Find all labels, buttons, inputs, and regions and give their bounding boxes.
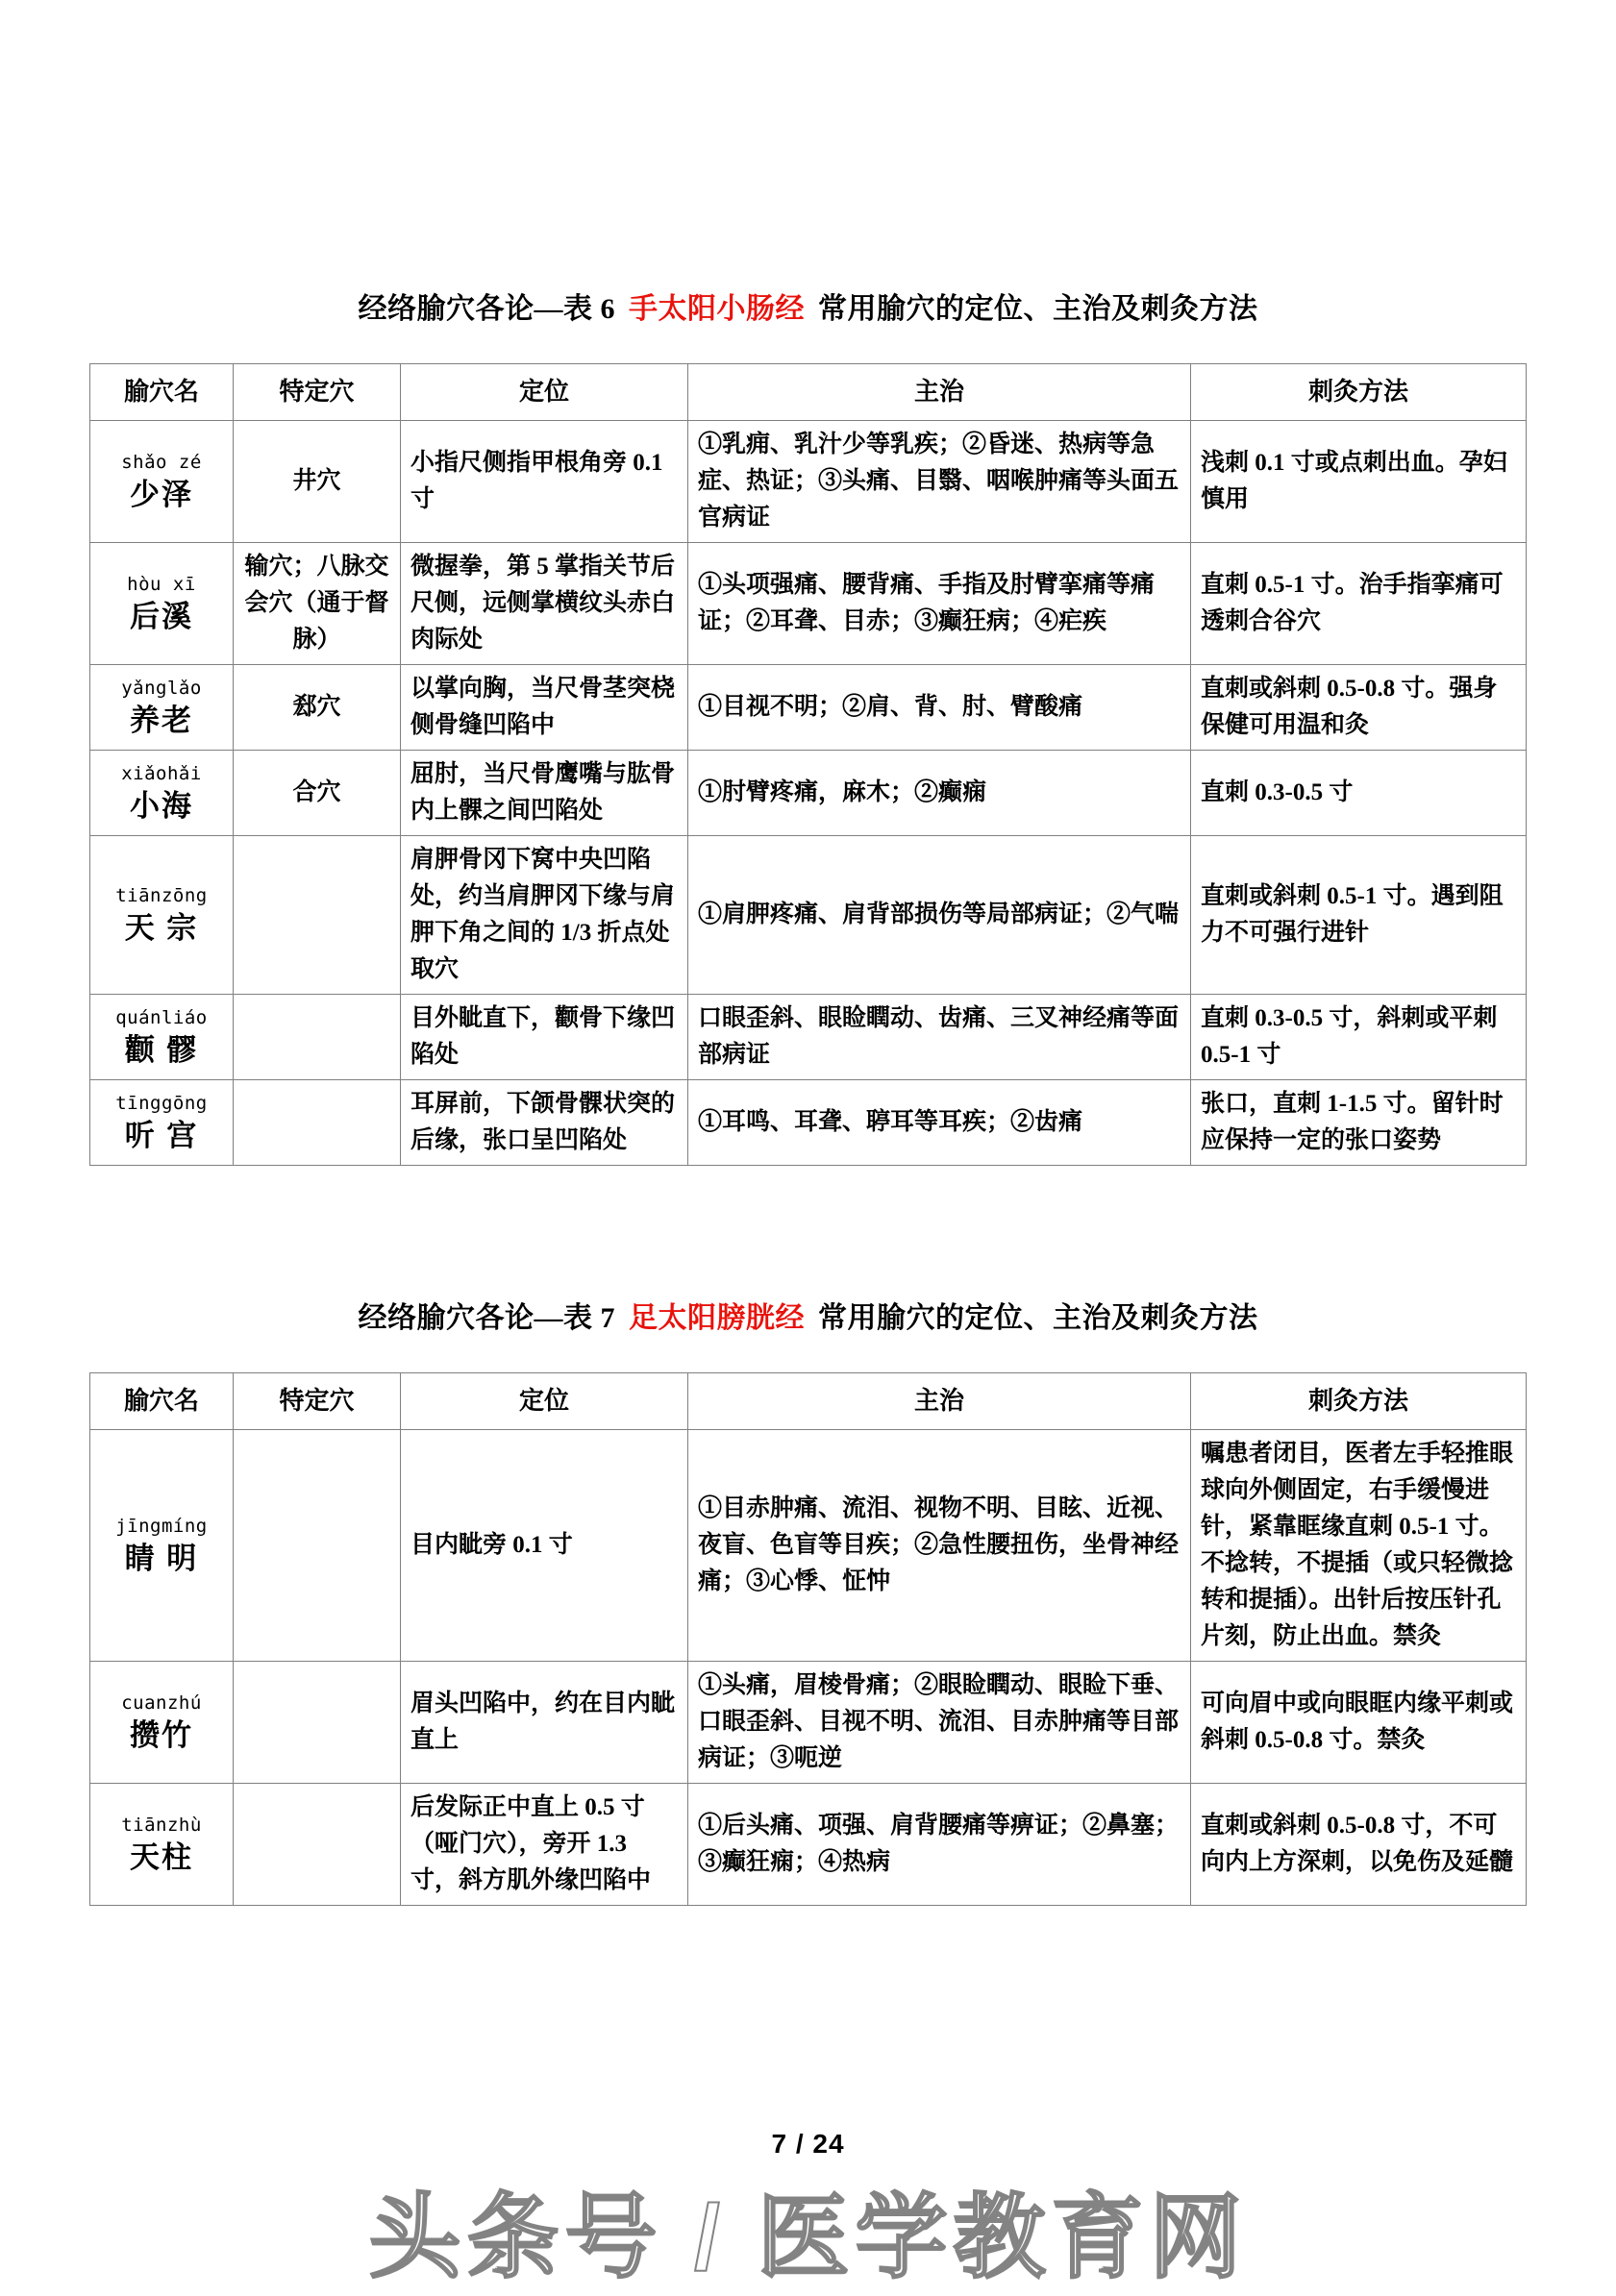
needling-cell: 张口，直刺 1-1.5 寸。留针时应保持一定的张口姿势	[1191, 1080, 1527, 1166]
acupoint-pinyin: cuanzhú	[121, 1691, 202, 1714]
needling-cell: 直刺 0.5-1 寸。治手指挛痛可透刺合谷穴	[1191, 543, 1527, 665]
indications-cell: 口眼歪斜、眼睑瞤动、齿痛、三叉神经痛等面部病证	[688, 995, 1191, 1080]
indications-cell: ①目视不明；②肩、背、肘、臂酸痛	[688, 665, 1191, 751]
needling-cell: 浅刺 0.1 寸或点刺出血。孕妇慎用	[1191, 421, 1527, 543]
needling-cell: 直刺或斜刺 0.5-1 寸。遇到阻力不可强行进针	[1191, 836, 1527, 995]
acupoint-pinyin: yǎnglǎo	[121, 677, 202, 699]
acupoint-pinyin: shǎo zé	[121, 451, 202, 473]
page-number: 7 / 24	[771, 2129, 845, 2159]
acupoint-name-cell	[90, 1080, 234, 1166]
table-row	[90, 421, 1527, 543]
acupoint-hanzi: 小海	[130, 788, 193, 823]
specific-point-cell	[234, 836, 401, 995]
acupoint-hanzi: 天 宗	[124, 910, 199, 945]
table-row	[90, 1080, 1527, 1166]
table-header-row	[90, 364, 1527, 421]
acupoint-hanzi: 后溪	[130, 599, 193, 633]
needling-cell: 嘱患者闭目，医者左手轻推眼球向外侧固定，右手缓慢进针，紧靠眶缘直刺 0.5-1 寸。不捻转，不提插（或只轻微捻转和提插）。出针后按压针孔片刻，防止出血。禁灸	[1191, 1430, 1527, 1662]
location-cell: 目内眦旁 0.1 寸	[401, 1430, 688, 1662]
specific-point-cell	[234, 995, 401, 1080]
indications-cell: ①肩胛疼痛、肩背部损伤等局部病证；②气喘	[688, 836, 1191, 995]
table-row	[90, 1784, 1527, 1906]
table-header-row	[90, 1373, 1527, 1430]
table-2-title-suffix: 常用腧穴的定位、主治及刺灸方法	[818, 1302, 1258, 1334]
acupoint-pinyin: tīnggōng	[115, 1092, 208, 1114]
indications-cell: ①目赤肿痛、流泪、视物不明、目眩、近视、夜盲、色盲等目疾；②急性腰扭伤，坐骨神经痛；③心悸、怔忡	[688, 1430, 1191, 1662]
table-row	[90, 665, 1527, 751]
header-location: 定位	[401, 1373, 688, 1430]
acupoint-name-cell	[90, 543, 234, 665]
acupoint-hanzi: 天柱	[130, 1839, 193, 1874]
header-needling-method: 刺灸方法	[1191, 364, 1527, 421]
header-specific-point: 特定穴	[234, 364, 401, 421]
acupoint-name-cell	[90, 995, 234, 1080]
header-acupoint-name: 腧穴名	[90, 364, 234, 421]
acupoint-hanzi: 攒竹	[130, 1717, 193, 1752]
acupoint-name-cell	[90, 1430, 234, 1662]
specific-point-cell: 合穴	[234, 751, 401, 836]
acupoint-pinyin: xiǎohǎi	[121, 762, 202, 784]
indications-cell: ①乳痈、乳汁少等乳疾；②昏迷、热病等急症、热证；③头痛、目翳、咽喉肿痛等头面五官病证	[688, 421, 1191, 543]
acupoint-hanzi: 少泽	[130, 477, 193, 511]
header-needling-method: 刺灸方法	[1191, 1373, 1527, 1430]
header-indications: 主治	[688, 364, 1191, 421]
table-row	[90, 995, 1527, 1080]
header-acupoint-name: 腧穴名	[90, 1373, 234, 1430]
specific-point-cell	[234, 1080, 401, 1166]
table-row	[90, 751, 1527, 836]
location-cell: 肩胛骨冈下窝中央凹陷处，约当肩胛冈下缘与肩胛下角之间的 1/3 折点处取穴	[401, 836, 688, 995]
acupoint-name-cell	[90, 1662, 234, 1784]
header-specific-point: 特定穴	[234, 1373, 401, 1430]
indications-cell: ①肘臂疼痛，麻木；②癫痫	[688, 751, 1191, 836]
indications-cell: ①耳鸣、耳聋、聤耳等耳疾；②齿痛	[688, 1080, 1191, 1166]
specific-point-cell: 输穴；八脉交会穴（通于督脉）	[234, 543, 401, 665]
table-row	[90, 543, 1527, 665]
indications-cell: ①头项强痛、腰背痛、手指及肘臂挛痛等痛证；②耳聋、目赤；③癫狂病；④疟疾	[688, 543, 1191, 665]
acupoint-hanzi: 睛 明	[124, 1541, 199, 1575]
specific-point-cell	[234, 1662, 401, 1784]
acupoint-name-cell	[90, 421, 234, 543]
acupoint-pinyin: jīngmíng	[115, 1515, 208, 1537]
table-2-title-meridian: 足太阳膀胱经	[629, 1302, 805, 1334]
needling-cell: 可向眉中或向眼眶内缘平刺或斜刺 0.5-0.8 寸。禁灸	[1191, 1662, 1527, 1784]
acupoint-name-cell	[90, 836, 234, 995]
acupoint-name-cell	[90, 751, 234, 836]
acupoint-hanzi: 养老	[130, 703, 193, 737]
indications-cell: ①头痛，眉棱骨痛；②眼睑瞤动、眼睑下垂、口眼歪斜、目视不明、流泪、目赤肿痛等目部病证；③呃逆	[688, 1662, 1191, 1784]
location-cell: 微握拳，第 5 掌指关节后尺侧，远侧掌横纹头赤白肉际处	[401, 543, 688, 665]
table-1-title-meridian: 手太阳小肠经	[629, 293, 805, 325]
needling-cell: 直刺 0.3-0.5 寸	[1191, 751, 1527, 836]
location-cell: 小指尺侧指甲根角旁 0.1 寸	[401, 421, 688, 543]
needling-cell: 直刺或斜刺 0.5-0.8 寸，不可向内上方深刺，以免伤及延髓	[1191, 1784, 1527, 1906]
specific-point-cell	[234, 1784, 401, 1906]
specific-point-cell: 井穴	[234, 421, 401, 543]
table-1-title	[0, 284, 1616, 327]
table-row	[90, 836, 1527, 995]
acupoint-name-cell	[90, 665, 234, 751]
acupoint-pinyin: hòu xī	[127, 573, 196, 595]
needling-cell: 直刺 0.3-0.5 寸，斜刺或平刺 0.5-1 寸	[1191, 995, 1527, 1080]
header-indications: 主治	[688, 1373, 1191, 1430]
table-1-title-prefix: 经络腧穴各论—表 6	[358, 293, 615, 325]
location-cell: 以掌向胸，当尺骨茎突桡侧骨缝凹陷中	[401, 665, 688, 751]
acupoint-table-bladder	[89, 1372, 1527, 1906]
table-2-title-prefix: 经络腧穴各论—表 7	[358, 1302, 615, 1334]
needling-cell: 直刺或斜刺 0.5-0.8 寸。强身保健可用温和灸	[1191, 665, 1527, 751]
header-location: 定位	[401, 364, 688, 421]
acupoint-name-cell	[90, 1784, 234, 1906]
indications-cell: ①后头痛、项强、肩背腰痛等痹证；②鼻塞；③癫狂痫；④热病	[688, 1784, 1191, 1906]
specific-point-cell: 郄穴	[234, 665, 401, 751]
table-2-title	[0, 1294, 1616, 1336]
location-cell: 目外眦直下，颧骨下缘凹陷处	[401, 995, 688, 1080]
acupoint-pinyin: tiānzhù	[121, 1814, 202, 1836]
location-cell: 后发际正中直上 0.5 寸（哑门穴），旁开 1.3 寸，斜方肌外缘凹陷中	[401, 1784, 688, 1906]
acupoint-hanzi: 颧 髎	[124, 1032, 199, 1067]
acupoint-pinyin: tiānzōng	[115, 884, 208, 906]
table-1-title-suffix: 常用腧穴的定位、主治及刺灸方法	[818, 293, 1258, 325]
specific-point-cell	[234, 1430, 401, 1662]
location-cell: 耳屏前，下颌骨髁状突的后缘，张口呈凹陷处	[401, 1080, 688, 1166]
location-cell: 眉头凹陷中，约在目内眦直上	[401, 1662, 688, 1784]
acupoint-table-small-intestine	[89, 363, 1527, 1166]
watermark: 头条号 / 医学教育网	[368, 2186, 1248, 2289]
location-cell: 屈肘，当尺骨鹰嘴与肱骨内上髁之间凹陷处	[401, 751, 688, 836]
table-row	[90, 1430, 1527, 1662]
acupoint-pinyin: quánliáo	[115, 1006, 208, 1028]
table-row	[90, 1662, 1527, 1784]
acupoint-hanzi: 听 宫	[124, 1118, 199, 1152]
